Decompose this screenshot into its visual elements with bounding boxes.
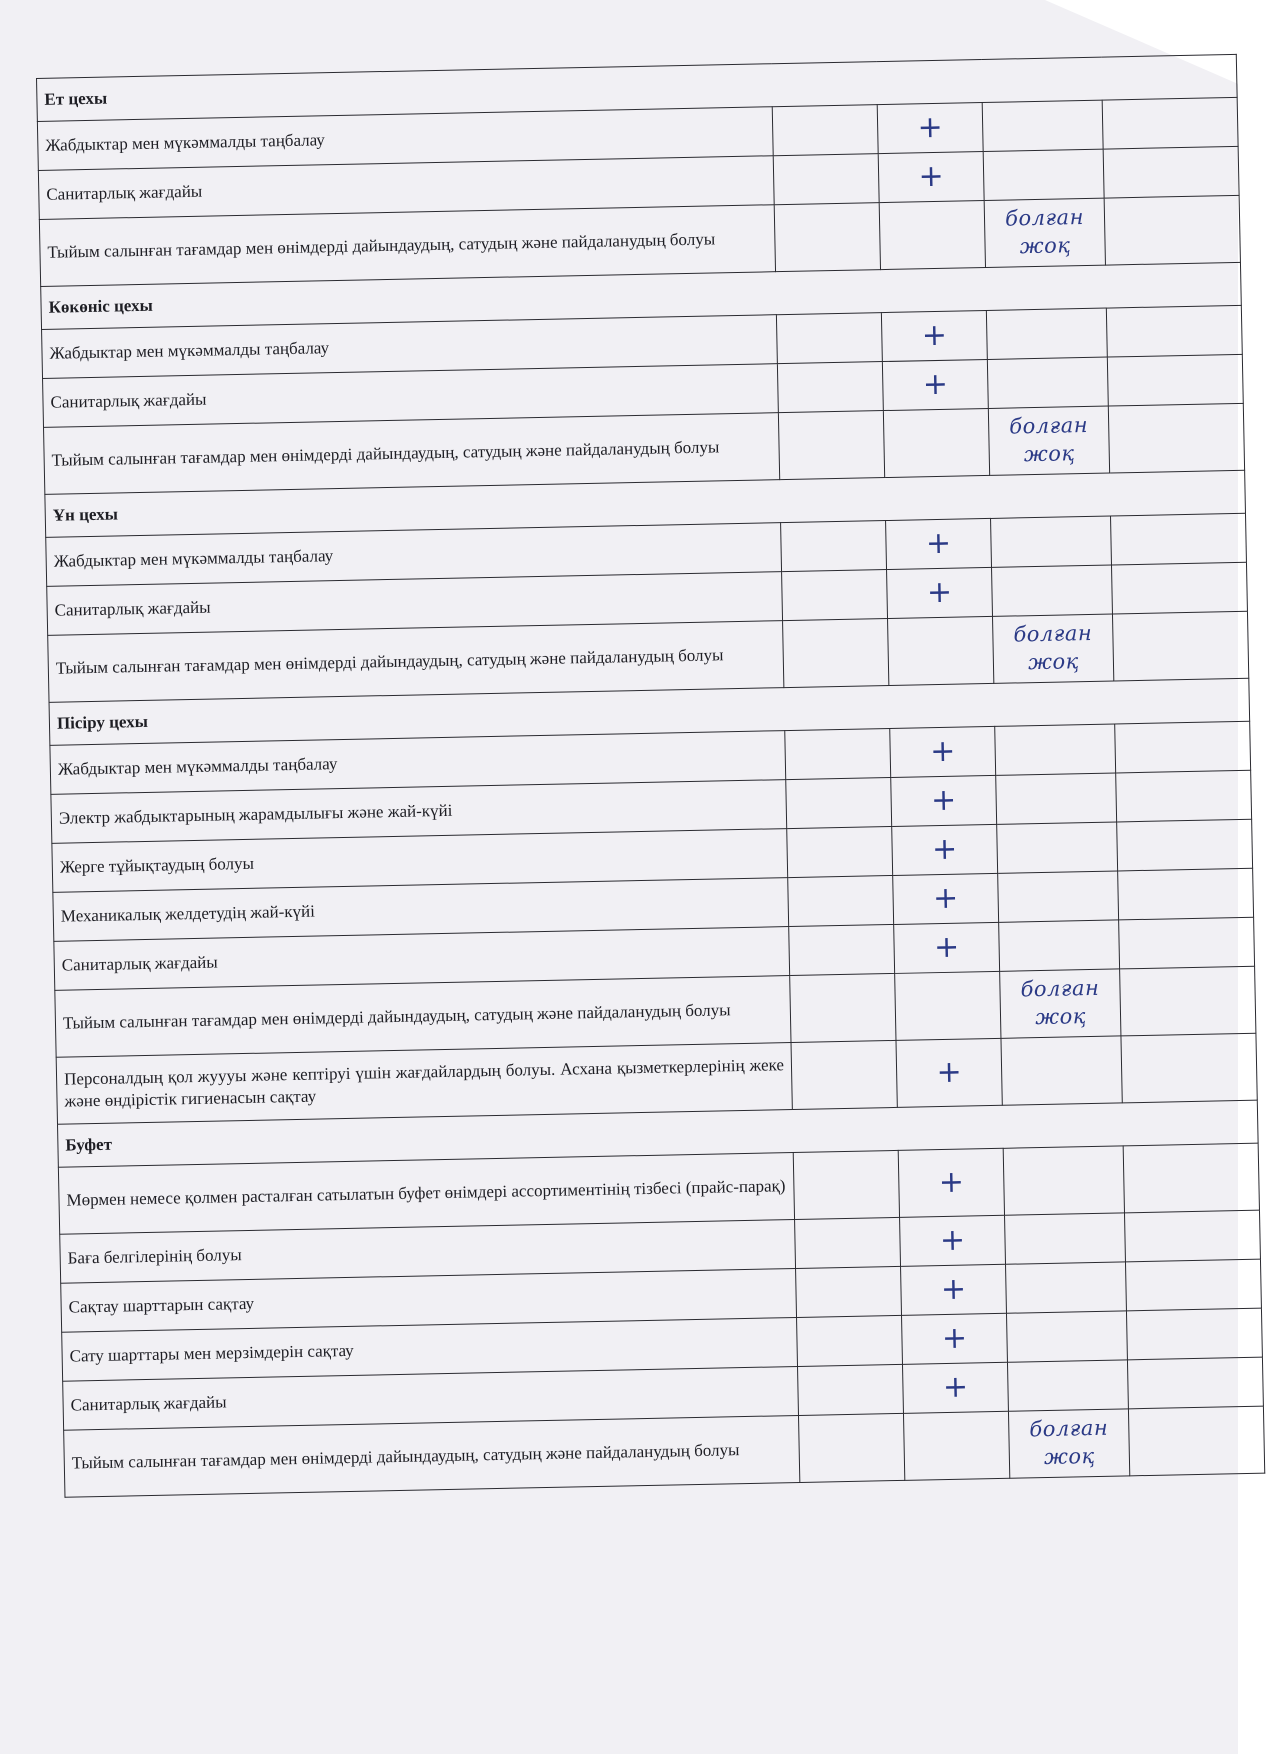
handwritten-note-cell bbox=[1005, 1213, 1126, 1264]
blank-cell bbox=[796, 1266, 902, 1317]
handwritten-note-cell bbox=[999, 920, 1120, 971]
mark-cell-plus bbox=[895, 971, 1001, 1040]
blank-cell bbox=[781, 521, 887, 572]
handwritten-note-cell: болған жоқ bbox=[988, 406, 1109, 475]
blank-cell bbox=[773, 154, 879, 205]
mark-cell-plus: + bbox=[890, 726, 996, 777]
criterion-label: Жабдыктар мен мүкәммалды таңбалау bbox=[37, 107, 773, 171]
criterion-label: Электр жабдыктарының жарамдылығы және жай-күйі bbox=[51, 780, 787, 844]
blank-cell bbox=[776, 313, 882, 364]
blank-cell bbox=[1104, 195, 1240, 265]
mark-cell-plus: + bbox=[902, 1313, 1008, 1364]
criterion-label: Жабдыктар мен мүкәммалды таңбалау bbox=[42, 315, 778, 379]
blank-cell bbox=[1123, 1143, 1259, 1213]
handwritten-note-cell: болған жоқ bbox=[984, 198, 1105, 267]
blank-cell bbox=[1102, 97, 1238, 149]
blank-cell bbox=[1128, 1406, 1264, 1476]
mark-cell-plus: + bbox=[886, 518, 992, 569]
mark-cell-plus bbox=[903, 1411, 1009, 1480]
blank-cell bbox=[797, 1315, 903, 1366]
criterion-label: Персоналдың қол жуууы және кептіруі үшін жағдайлардың болуы. Асхана қызметкерлерінің жеке және өндірістік гигиенасын сақтау bbox=[56, 1043, 792, 1125]
blank-cell bbox=[785, 728, 891, 779]
mark-cell-plus: + bbox=[894, 922, 1000, 973]
criterion-label: Мөрмен немесе қолмен расталған сатылатын буфет өнімдері ассортиментінің тізбесі (прайс-парақ) bbox=[58, 1153, 794, 1235]
blank-cell bbox=[788, 875, 894, 926]
criterion-label: Сату шарттары мен мерзімдерін сақтау bbox=[62, 1317, 798, 1381]
mark-cell-plus: + bbox=[901, 1264, 1007, 1315]
criterion-label: Санитарлық жағдайы bbox=[43, 364, 779, 428]
mark-cell-plus bbox=[888, 616, 994, 685]
blank-cell bbox=[774, 203, 880, 272]
criterion-label: Санитарлық жағдайы bbox=[63, 1366, 799, 1430]
mark-cell-plus: + bbox=[878, 152, 984, 203]
mark-cell-plus: + bbox=[896, 1038, 1002, 1107]
mark-cell-plus: + bbox=[881, 310, 987, 361]
mark-cell-plus: + bbox=[892, 824, 998, 875]
criterion-label: Тыйым салынған тағамдар мен өнімдерді дайындаудың, сатудың және пайдаланудың болуы bbox=[44, 413, 780, 495]
mark-cell-plus: + bbox=[887, 567, 993, 618]
blank-cell bbox=[1111, 562, 1247, 614]
blank-cell bbox=[1106, 305, 1242, 357]
blank-cell bbox=[1111, 513, 1247, 565]
criterion-label: Тыйым салынған тағамдар мен өнімдерді дайындаудың, сатудың және пайдаланудың болуы bbox=[48, 621, 784, 703]
inspection-checklist-table bbox=[36, 54, 1265, 1498]
blank-cell bbox=[1103, 146, 1239, 198]
blank-cell bbox=[1124, 1210, 1260, 1262]
blank-cell bbox=[1112, 611, 1248, 681]
mark-cell-plus: + bbox=[882, 359, 988, 410]
blank-cell bbox=[1121, 1033, 1257, 1103]
criterion-label: Санитарлық жағдайы bbox=[54, 927, 790, 991]
mark-cell-plus: + bbox=[877, 103, 983, 154]
criterion-label: Тыйым салынған тағамдар мен өнімдерді дайындаудың, сатудың және пайдаланудың болуы bbox=[55, 976, 791, 1058]
handwritten-note-cell bbox=[1003, 1146, 1124, 1215]
section-title: Буфет bbox=[58, 1100, 1259, 1167]
blank-cell bbox=[1127, 1357, 1263, 1409]
criterion-label: Сақтау шарттарын сақтау bbox=[61, 1268, 797, 1332]
section-title: Көкөніс цехы bbox=[41, 262, 1242, 329]
handwritten-note-cell: болған жоқ bbox=[1000, 969, 1121, 1038]
criterion-label: Санитарлық жағдайы bbox=[38, 156, 774, 220]
blank-cell bbox=[782, 570, 888, 621]
handwritten-note-cell bbox=[986, 308, 1107, 359]
criterion-label: Жабдыктар мен мүкәммалды таңбалау bbox=[46, 523, 782, 587]
handwritten-note-cell bbox=[997, 822, 1118, 873]
blank-cell bbox=[1117, 819, 1253, 871]
handwritten-note-cell bbox=[1006, 1311, 1127, 1362]
blank-cell bbox=[783, 619, 889, 688]
blank-cell bbox=[1119, 917, 1255, 969]
criterion-label: Жерге тұйықтаудың болуы bbox=[52, 829, 788, 893]
mark-cell-plus bbox=[879, 200, 985, 269]
mark-cell-plus bbox=[883, 408, 989, 477]
handwritten-note-cell bbox=[996, 773, 1117, 824]
section-title: Пісіру цехы bbox=[49, 678, 1250, 745]
checklist-sheet bbox=[36, 53, 1275, 1697]
blank-cell bbox=[798, 1364, 904, 1415]
blank-cell bbox=[778, 411, 884, 480]
criterion-label: Санитарлық жағдайы bbox=[47, 572, 783, 636]
handwritten-note-cell bbox=[995, 724, 1116, 775]
handwritten-note-cell bbox=[992, 565, 1113, 616]
mark-cell-plus: + bbox=[891, 775, 997, 826]
handwritten-note-cell bbox=[987, 357, 1108, 408]
criterion-label: Тыйым салынған тағамдар мен өнімдерді дайындаудың, сатудың және пайдаланудың болуы bbox=[39, 205, 775, 287]
mark-cell-plus: + bbox=[898, 1148, 1004, 1217]
blank-cell bbox=[1120, 966, 1256, 1036]
blank-cell bbox=[786, 777, 892, 828]
handwritten-note-cell bbox=[1007, 1360, 1128, 1411]
blank-cell bbox=[791, 1040, 897, 1109]
blank-cell bbox=[793, 1150, 899, 1219]
handwritten-note-cell: болған жоқ bbox=[1008, 1409, 1129, 1478]
handwritten-note-cell bbox=[983, 149, 1104, 200]
criterion-label: Механикалық желдетудің жай-күйі bbox=[53, 878, 789, 942]
blank-cell bbox=[798, 1413, 904, 1482]
criterion-label: Жабдыктар мен мүкәммалды таңбалау bbox=[50, 731, 786, 795]
section-title: Ұн цехы bbox=[45, 470, 1246, 537]
blank-cell bbox=[1107, 354, 1243, 406]
handwritten-note-cell bbox=[998, 871, 1119, 922]
blank-cell bbox=[1115, 721, 1251, 773]
blank-cell bbox=[1126, 1308, 1262, 1360]
handwritten-note-cell bbox=[1006, 1262, 1127, 1313]
mark-cell-plus: + bbox=[900, 1215, 1006, 1266]
blank-cell bbox=[1118, 868, 1254, 920]
blank-cell bbox=[777, 362, 883, 413]
criterion-label: Баға белгілерінің болуы bbox=[60, 1220, 796, 1284]
blank-cell bbox=[1125, 1259, 1261, 1311]
blank-cell bbox=[795, 1217, 901, 1268]
handwritten-note-cell bbox=[982, 100, 1103, 151]
blank-cell bbox=[772, 105, 878, 156]
section-title: Ет цехы bbox=[37, 54, 1238, 121]
handwritten-note-cell bbox=[991, 516, 1112, 567]
blank-cell bbox=[787, 826, 893, 877]
mark-cell-plus: + bbox=[902, 1362, 1008, 1413]
blank-cell bbox=[790, 973, 896, 1042]
handwritten-note-cell bbox=[1001, 1036, 1122, 1105]
handwritten-note-cell: болған жоқ bbox=[992, 614, 1113, 683]
criterion-label: Тыйым салынған тағамдар мен өнімдерді дайындаудың, сатудың және пайдаланудың болуы bbox=[64, 1415, 800, 1497]
blank-cell bbox=[1116, 770, 1252, 822]
blank-cell bbox=[1108, 403, 1244, 473]
blank-cell bbox=[789, 924, 895, 975]
mark-cell-plus: + bbox=[893, 873, 999, 924]
checklist-rows bbox=[37, 54, 1265, 1497]
